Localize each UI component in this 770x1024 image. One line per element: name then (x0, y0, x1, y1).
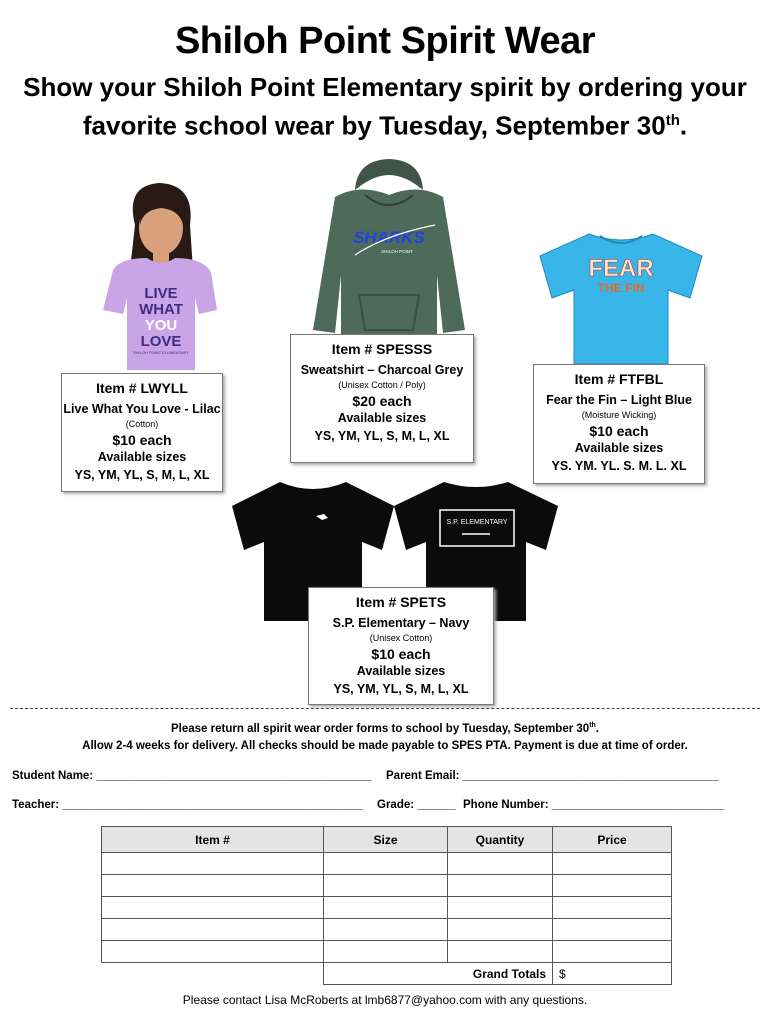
cell-price[interactable] (553, 875, 672, 897)
table-header-row (102, 827, 672, 853)
grand-total-value[interactable]: $ (553, 963, 672, 985)
subtitle-line2: favorite school wear by Tuesday, September 30 (82, 110, 666, 141)
notice-line1: Please return all spirit wear order forms to school by Tuesday, September 30 (171, 722, 590, 735)
item-fabric: (Moisture Wicking) (581, 410, 657, 420)
hoodie-image (305, 155, 473, 340)
item-price: $10 each (112, 432, 172, 448)
item-name: Fear the Fin – Light Blue (546, 393, 692, 407)
table-row[interactable] (102, 897, 672, 919)
item-sizes: YS, YM, YL, S, M, L, XL (314, 429, 450, 443)
item-available-label: Available sizes (97, 450, 187, 464)
lilac-text-5: SHILOH POINT ELEMENTARY (132, 350, 190, 355)
item-number: Item # SPESSS (331, 341, 433, 357)
item-price: $10 each (589, 423, 649, 439)
cell-price[interactable] (553, 853, 672, 875)
delivery-notice: Allow 2-4 weeks for delivery. All checks should be made payable to SPES PTA. Payment is due at time of order. (82, 740, 688, 752)
sharks-sub: SHILOH POINT (381, 249, 413, 254)
lilac-text-3: YOU (144, 317, 178, 334)
col-header-quantity: Quantity (448, 827, 553, 853)
phone-field[interactable]: Phone Number: ___________________________ (463, 799, 725, 811)
item-sizes: YS. YM. YL. S. M. L. XL (551, 459, 687, 473)
item-name: Sweatshirt – Charcoal Grey (300, 363, 464, 377)
student-name-field[interactable]: Student Name: ___________________________________________ (12, 770, 372, 782)
lilac-text-2: WHAT (139, 301, 183, 318)
item-name: Live What You Love - Lilac (63, 402, 221, 416)
item-available-label: Available sizes (574, 441, 664, 455)
fear-text: FEAR (588, 255, 654, 282)
table-row[interactable] (102, 919, 672, 941)
cell-item[interactable] (102, 941, 324, 963)
sharks-logo: SHARKS (353, 228, 425, 247)
lilac-shirt-photo (95, 180, 225, 380)
item-box-lwyll (61, 373, 223, 492)
cell-quantity[interactable] (448, 853, 553, 875)
grand-totals-label: Grand Totals (324, 963, 553, 985)
cell-price[interactable] (553, 919, 672, 941)
table-row[interactable] (102, 853, 672, 875)
cell-size[interactable] (324, 853, 448, 875)
cut-line (10, 708, 760, 709)
cell-price[interactable] (553, 941, 672, 963)
item-number: Item # FTFBL (574, 371, 664, 387)
col-header-price: Price (553, 827, 672, 853)
empty-cell (102, 963, 324, 985)
table-row[interactable] (102, 941, 672, 963)
item-name: S.P. Elementary – Navy (332, 616, 470, 630)
order-table (101, 826, 672, 985)
cell-item[interactable] (102, 919, 324, 941)
cell-quantity[interactable] (448, 919, 553, 941)
item-number: Item # LWYLL (96, 380, 188, 396)
cell-price[interactable] (553, 897, 672, 919)
notice-sup: th (589, 722, 596, 729)
cell-size[interactable] (324, 897, 448, 919)
notice-end: . (595, 722, 599, 735)
table-row[interactable] (102, 875, 672, 897)
cell-quantity[interactable] (448, 875, 553, 897)
contact-line: Please contact Lisa McRoberts at lmb6877@yahoo.com with any questions. (182, 993, 588, 1007)
cell-quantity[interactable] (448, 941, 553, 963)
cell-quantity[interactable] (448, 897, 553, 919)
item-price: $20 each (352, 393, 412, 409)
page-subtitle (20, 70, 750, 143)
item-box-spets (308, 587, 494, 705)
cell-size[interactable] (324, 875, 448, 897)
grand-totals-row (102, 963, 672, 985)
subtitle-end: . (679, 110, 688, 141)
cell-item[interactable] (102, 897, 324, 919)
item-sizes: YS, YM, YL, S, M, L, XL (333, 682, 469, 696)
grade-field[interactable]: Grade: ______ (377, 799, 456, 811)
item-sizes: YS, YM, YL, S, M, L, XL (74, 468, 210, 482)
page-title: Shiloh Point Spirit Wear (174, 20, 596, 62)
lilac-text-1: LIVE (144, 285, 178, 302)
subtitle-line1: Show your Shiloh Point Elementary spirit by ordering your (23, 72, 747, 102)
cell-size[interactable] (324, 919, 448, 941)
item-box-ftfbl (533, 364, 705, 484)
return-notice (0, 722, 770, 735)
lilac-text-4: LOVE (140, 333, 182, 350)
cell-item[interactable] (102, 853, 324, 875)
item-available-label: Available sizes (356, 664, 446, 678)
item-fabric: (Unisex Cotton) (369, 633, 433, 643)
col-header-size: Size (324, 827, 448, 853)
parent-email-field[interactable]: Parent Email: ________________________________________ (386, 770, 719, 782)
item-available-label: Available sizes (337, 411, 427, 425)
item-price: $10 each (371, 646, 431, 662)
item-fabric: (Unisex Cotton / Poly) (338, 380, 426, 390)
col-header-item: Item # (102, 827, 324, 853)
navy-back-text: S.P. ELEMENTARY (446, 519, 508, 526)
cell-item[interactable] (102, 875, 324, 897)
teacher-field[interactable]: Teacher: _______________________________________________ (12, 799, 363, 811)
item-number: Item # SPETS (355, 594, 447, 610)
subtitle-sup: th (665, 112, 680, 129)
cell-size[interactable] (324, 941, 448, 963)
item-box-spesss (290, 334, 474, 463)
item-fabric: (Cotton) (125, 419, 159, 429)
fin-text: THE FIN (597, 281, 645, 295)
blue-shirt-image (534, 228, 708, 366)
